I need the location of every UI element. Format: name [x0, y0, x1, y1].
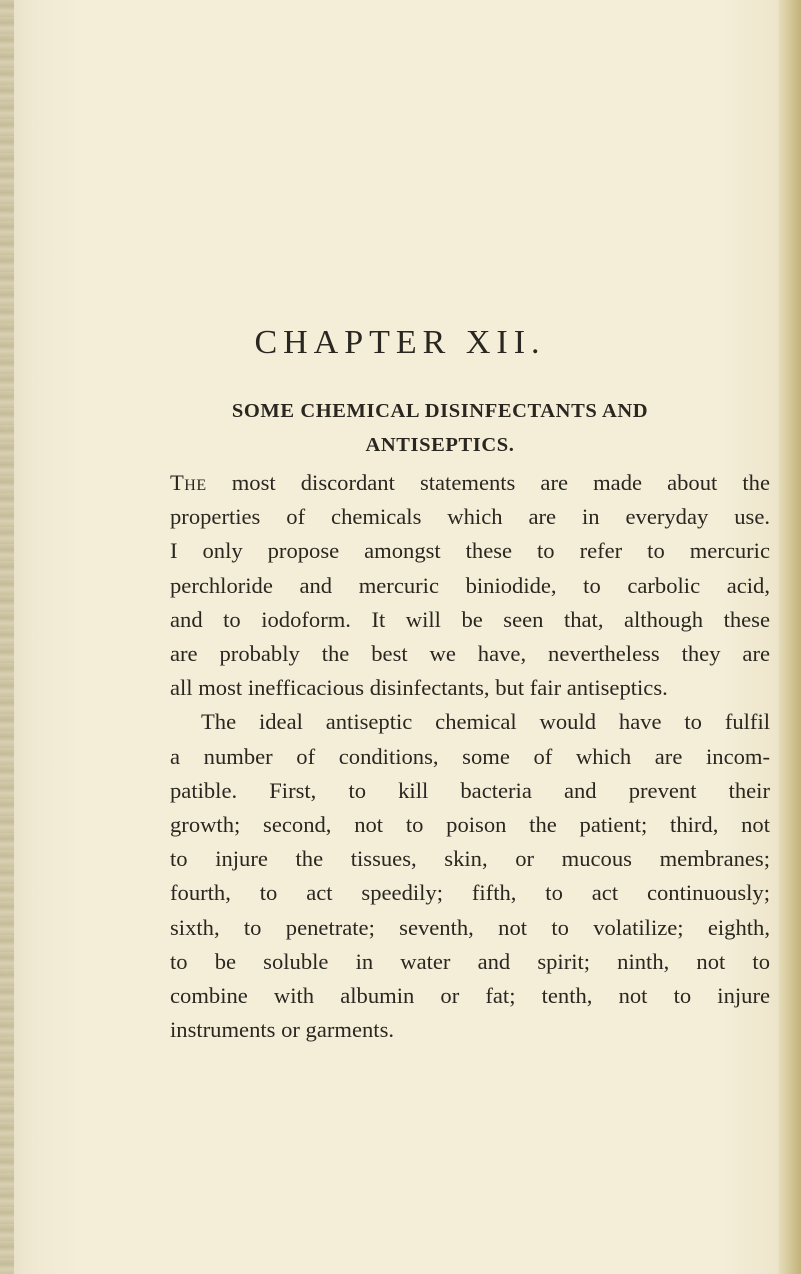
text-line: a number of conditions, some of which are incom- — [170, 743, 770, 769]
text-line: growth; second, not to poison the patient; third, not — [170, 812, 770, 838]
text-line: sixth, to penetrate; seventh, not to volatilize; eighth, — [170, 914, 770, 940]
paragraph-2 — [170, 705, 770, 1047]
text-line: instruments or garments. — [170, 1017, 395, 1043]
text-line: are probably the best we have, nevertheless they are — [170, 641, 770, 667]
text-line: fourth, to act speedily; fifth, to act continuously; — [170, 880, 770, 906]
text-line: to be soluble in water and spirit; ninth, not to — [170, 948, 770, 974]
page-spine-edge — [0, 0, 14, 1274]
text-line: properties of chemicals which are in everyday use. — [170, 504, 770, 530]
chapter-title — [180, 394, 700, 462]
text-fragment: most discordant statements are made about the — [206, 470, 770, 495]
chapter-title-line: ANTISEPTICS. — [365, 434, 515, 456]
paragraph-1 — [170, 466, 770, 705]
text-line: The ideal antiseptic chemical would have to fulfil — [201, 709, 770, 735]
lead-word: The — [170, 470, 207, 495]
chapter-heading: CHAPTER XII. — [254, 324, 546, 361]
text-line: and to iodoform. It will be seen that, although these — [170, 606, 770, 632]
text-line: combine with albumin or fat; tenth, not to injure — [170, 983, 770, 1009]
body-text — [170, 466, 770, 1047]
chapter-title-line: SOME CHEMICAL DISINFECTANTS AND — [231, 400, 649, 422]
text-line: all most inefficacious disinfectants, but fair antiseptics. — [170, 675, 668, 701]
text-line: to injure the tissues, skin, or mucous membranes; — [170, 846, 770, 872]
text-line: I only propose amongst these to refer to mercuric — [170, 538, 770, 564]
text-line: perchloride and mercuric biniodide, to carbolic acid, — [170, 572, 770, 598]
text-line: patible. First, to kill bacteria and prevent their — [170, 777, 770, 803]
page-fore-edge — [779, 0, 801, 1274]
text-line — [170, 466, 770, 500]
